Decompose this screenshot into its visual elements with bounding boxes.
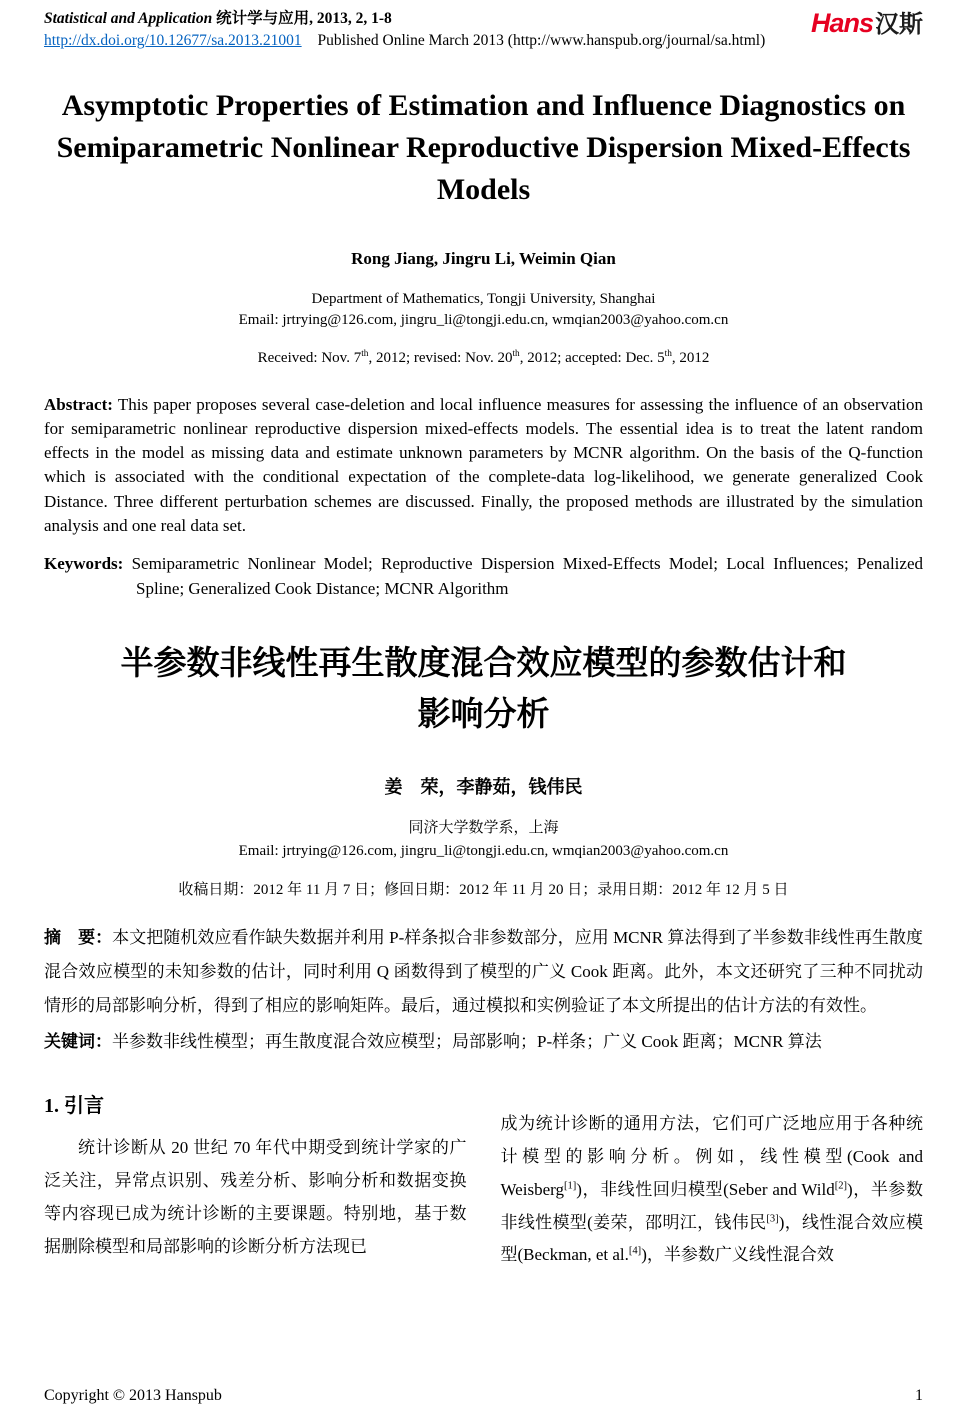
section-1-heading: 1. 引言	[44, 1095, 104, 1118]
journal-title-zh: 统计学与应用, 2013, 2, 1-8	[216, 10, 392, 27]
journal-header	[44, 8, 923, 53]
keywords-zh-label: 关键词：	[44, 1032, 112, 1052]
paper-title-zh-line1: 半参数非线性再生散度混合效应模型的参数估计和	[120, 645, 847, 682]
affiliation-en: Department of Mathematics, Tongji University, Shanghai	[311, 290, 656, 307]
affiliation-zh-block	[44, 817, 923, 862]
journal-title-en: Statistical and Application	[44, 10, 213, 27]
abstract-zh-text: 本文把随机效应看作缺失数据并利用 P-样条拟合非参数部分，应用 MCNR 算法得到了半参数非线性再生散度混合效应模型的未知参数的估计，同时利用 Q 函数得到了模型的广义 Cook 距离。此外，本文还研究了三种不同扰动情形的局部影响分析，得到了相应的影响矩阵。最后，通过模拟和实例验证了本文所提出的估计方法的有效性。	[44, 928, 924, 1016]
keywords-zh-text: 半参数非线性模型；再生散度混合效应模型；局部影响；P-样条；广义 Cook 距离；MCNR 算法	[112, 1032, 822, 1052]
keywords-en	[44, 552, 923, 601]
abstract-zh-label: 摘 要：	[44, 928, 113, 948]
authors-en: Rong Jiang, Jingru Li, Weimin Qian	[351, 248, 616, 268]
paper-title-en: Asymptotic Properties of Estimation and Influence Diagnostics on Semiparametric Nonlinear Reproductive Dispersion Mixed-Effects Models	[56, 88, 911, 206]
authors-zh: 姜 荣，李静茹，钱伟民	[384, 777, 583, 798]
affiliation-en-block	[44, 289, 923, 332]
hans-logo-chinese-text: 汉斯	[875, 11, 923, 38]
hans-logo	[811, 4, 923, 43]
copyright-text: Copyright © 2013 Hanspub	[44, 1387, 222, 1404]
hans-logo-text: Hans	[810, 8, 873, 38]
journal-line	[44, 8, 923, 30]
intro-columns	[44, 1089, 923, 1272]
intro-paragraph-right: 成为统计诊断的通用方法，它们可广泛地应用于各种统计模型的影响分析。例如，线性模型(Cook and Weisberg[1])，非线性回归模型(Seber and Wild[2])，半参数非线性模型(姜荣，邵明江，钱伟民[3])，线性混合效应模型(Beckman, et al.[4])，半参数广义线性混合效	[500, 1114, 924, 1265]
email-en: Email: jrtrying@126.com, jingru_li@tongji.edu.cn, wmqian2003@yahoo.com.cn	[238, 312, 729, 329]
paper-title-zh-line2: 影响分析	[417, 697, 550, 734]
keywords-en-label: Keywords:	[44, 554, 124, 574]
abstract-zh	[44, 921, 923, 1023]
intro-paragraph-left: 统计诊断从 20 世纪 70 年代中期受到统计学家的广泛关注，异常点识别、残差分析、影响分析和数据变换等内容现已成为统计诊断的主要课题。特别地，基于数据删除模型和局部影响的诊断分析方法现已	[44, 1138, 467, 1256]
paper-title-zh	[44, 639, 923, 741]
email-zh: Email: jrtrying@126.com, jingru_li@tongji.edu.cn, wmqian2003@yahoo.com.cn	[238, 842, 729, 859]
keywords-en-text: Semiparametric Nonlinear Model; Reproductive Dispersion Mixed-Effects Model; Local Influences; Penalized Spline; Generalized Cook Distance; MCNR Algorithm	[131, 554, 924, 598]
doi-link[interactable]: http://dx.doi.org/10.12677/sa.2013.21001	[44, 32, 302, 50]
abstract-en-label: Abstract:	[44, 394, 113, 414]
abstract-en	[44, 393, 923, 539]
page-footer	[44, 1387, 923, 1405]
published-online-text: Published Online March 2013 (http://www.hanspub.org/journal/sa.html)	[317, 32, 766, 50]
affiliation-zh: 同济大学数学系，上海	[408, 820, 559, 837]
doi-line	[44, 30, 923, 52]
page-number: 1	[915, 1387, 923, 1404]
right-column	[501, 1089, 924, 1272]
received-dates-en: Received: Nov. 7th, 2012; revised: Nov. 20th, 2012; accepted: Dec. 5th, 2012	[257, 348, 710, 366]
received-dates-zh: 收稿日期：2012 年 11 月 7 日；修回日期：2012 年 11 月 20 日；录用日期：2012 年 12 月 5 日	[178, 882, 789, 899]
left-column	[44, 1089, 467, 1272]
abstract-en-text: This paper proposes several case-deletion and local influence measures for assessing the influence of an observation for semiparametric nonlinear reproductive dispersion mixed-effects models. The essential idea is to treat the latent random effects in the model as missing data and estimate unknown parameters by MCNR algorithm. On the basis of the Q-function which is associated with the conditional expectation of the complete-data log-likelihood, we generate generalized Cook Distance. Three different perturbation schemes are discussed. Finally, the proposed methods are illustrated by the simulation analysis and one real data set.	[44, 394, 923, 536]
keywords-zh	[44, 1025, 923, 1059]
